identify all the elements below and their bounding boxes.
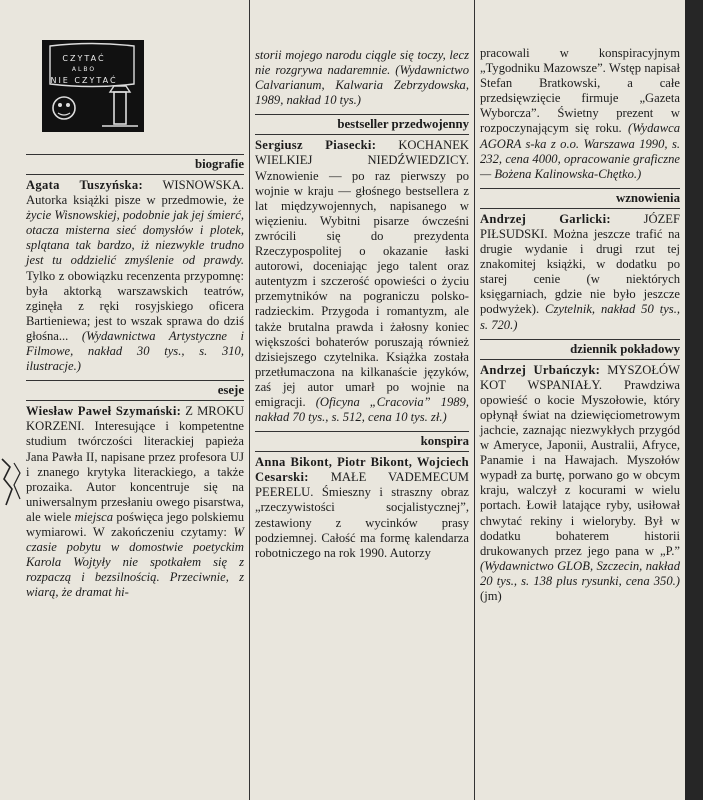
cut-illustration-icon	[0, 455, 24, 515]
publication-info: (Wydawnictwa Artystyczne i Filmowe, nakład 30 tys., s. 310, ilustracje.)	[26, 328, 245, 374]
publication-info: (Oficyna „Cracovia” 1989, nakład 70 tys., s. 512, cena 10 tys. zł.)	[255, 394, 469, 425]
section-heading-bestseller: bestseller przedwojenny	[337, 117, 469, 132]
review-quote: storii mojego narodu ciągle się toczy, lecz nie rozgrywa nadaremnie.	[255, 48, 469, 78]
review-emphasis: miejsca	[74, 509, 114, 524]
book-title: MYSZOŁÓW KOT WSPANIAŁY.	[480, 362, 680, 392]
review-biografie	[26, 175, 244, 374]
author-name: Agata Tuszyńska:	[26, 178, 143, 192]
book-title: MAŁE VADEMECUM PEERELU.	[255, 470, 469, 500]
column-2	[255, 0, 469, 800]
review-wznowienia	[480, 209, 680, 333]
publication-info: (Wydawnictwo Calvarianum, Kalwaria Zebrzydowska, 1989, nakład 10 tys.)	[255, 63, 469, 108]
publication-info: (Wydawca AGORA s-ka z o.o. Warszawa 1990, s. 232, cena 4000, opracowanie graficzne — Bożena Kalinowska-Chętko.)	[480, 121, 680, 181]
review-text: Prawdziwa opowieść o kocie Myszołowie, który opłynął świat na dziewięciometrowym jachcie, zaznając niezwykłych przygód w Ameryce, Japonii, Australii, Afryce, Panamie i na Hawajach. Myszołów wypadł za burtę, porwano go w obcym kraju, walczył z kocurami w wielu portach. Łowił latające ryby, usiłował chwytać rekiny i wieloryby. Był w dodatku bohaterem historii drukowanych przez jego pana w „P.”	[480, 377, 680, 558]
column-rule	[474, 0, 475, 800]
author-name: Anna Bikont, Piotr Bikont, Wojciech Cesarski:	[255, 455, 469, 485]
section-heading-dziennik: dziennik pokładowy	[570, 341, 680, 356]
review-text: Wznowienie — po raz pierwszy po wojnie w kraju — głośnego bestsellera z lat międzywojennych, napisanego w więzieniu. Wybitni pisarze ówcześni zwrócili się do prezydenta Rzeczypospolitej o okazanie łaski autorowi, doceniając jego talent oraz autentyzm i szczerość opowieści o życiu przemytników na pograniczu polsko-radzieckim. Przygoda i romantyzm, ale także brutalna prawda i żałosny koniec większości bohaterów poruszają również dzisiejszego czytelnika. Książka została przetłumaczona na kilkanaście języków, zaś jej autor umarł po wojnie na emigracji.	[255, 168, 469, 409]
continued-text	[480, 0, 680, 182]
review-quote: W czasie pobytu w domostwie poetyckim Karola Wojtyły nie spotkałem się z rozpaczą i bezsilnością. Przeciwnie, z wiarą, że dramat hi-	[26, 524, 244, 600]
review-text: Autorka książki pisze w przedmowie, że	[26, 193, 244, 208]
page-edge-shadow	[685, 0, 703, 800]
review-text: pracowali w konspiracyjnym „Tygodniku Mazowsze”. Wstęp napisał Stefan Bratkowski, a całe przedsięwzięcie firmuje „Gazeta Wyborcza”. Świetny prezent w rozpoczynającym się roku.	[480, 46, 680, 136]
section-heading-wznowienia: wznowienia	[616, 190, 680, 205]
review-konspira	[255, 452, 469, 561]
book-title: WISNOWSKA.	[162, 178, 244, 192]
publication-info: Czytelnik, nakład 50 tys., s. 720.)	[480, 302, 680, 332]
book-title: JÓZEF PIŁSUDSKI.	[480, 211, 680, 241]
column-1	[26, 0, 244, 800]
review-quote: życie Wisnowskiej, podobnie jak jej śmierć, otacza misterna sieć domysłów i plotek, splątana tak bardzo, iż niezwykle trudno jest tu oddzielić zmyślenie od prawdy.	[26, 208, 244, 268]
review-text: Interesujące i kompetentne studium twórczości literackiej papieża Jana Pawła II, napisane przez profesora UJ i znanego krytyka literackiego, a także prozaika. Autor koncentruje się na uniwersalnym przesłaniu owego pisarstwa, ale wiele	[26, 419, 245, 524]
book-title: KOCHANEK WIELKIEJ NIEDŹWIEDZICY.	[255, 138, 469, 168]
author-name: Andrzej Urbańczyk:	[480, 362, 601, 377]
author-name: Andrzej Garlicki:	[480, 211, 611, 226]
reviewer-signature: (jm)	[480, 589, 502, 603]
continued-text	[255, 0, 469, 108]
logo-line-1: CZYTAĆ	[62, 54, 106, 63]
logo-lettering	[48, 52, 120, 88]
logo-line-2: ALBO	[71, 66, 97, 73]
review-text: Tylko z obowiązku recenzenta przypomnę: była aktorką warszawskich teatrów, zginęła z ręki rosyjskiego oficera Bartieniewa; jest to wszak sprawa do dziś głośna...	[26, 268, 244, 343]
column-rule	[249, 0, 250, 800]
section-heading-biografie: biografie	[194, 157, 244, 171]
publication-info: (Wydawnictwo GLOB, Szczecin, nakład 20 tys., s. 138 plus rysunki, cena 350.)	[480, 558, 680, 588]
book-title: Z MROKU KORZENI.	[26, 404, 244, 434]
review-text: poświęca jego polskiemu wymiarowi. W zakończeniu czytamy:	[26, 509, 244, 539]
review-text: Śmieszny i straszny obraz „rzeczywistości socjalistycznej”, zestawiony z wycinków prasy podziemnej. Całość ma formę kalendarza robotniczego na rok 1990. Autorzy	[255, 485, 469, 560]
author-name: Sergiusz Piasecki:	[255, 138, 377, 153]
logo-line-3: NIE CZYTAĆ	[50, 76, 118, 85]
review-eseje	[26, 401, 244, 600]
review-bestseller	[255, 135, 469, 425]
author-name: Wiesław Paweł Szymański:	[26, 404, 182, 419]
review-text: Można jeszcze trafić na drugie wydanie i drugi rzut tej znakomitej książki, w dodatku po starej cenie (w niektórych księgarniach, gdzie nie było jeszcze podwyżek).	[480, 226, 680, 317]
section-heading-konspira: konspira	[420, 434, 469, 449]
section-heading-eseje: eseje	[217, 383, 244, 398]
column-logo	[42, 40, 144, 132]
review-dziennik	[480, 360, 680, 605]
column-3	[480, 0, 680, 800]
